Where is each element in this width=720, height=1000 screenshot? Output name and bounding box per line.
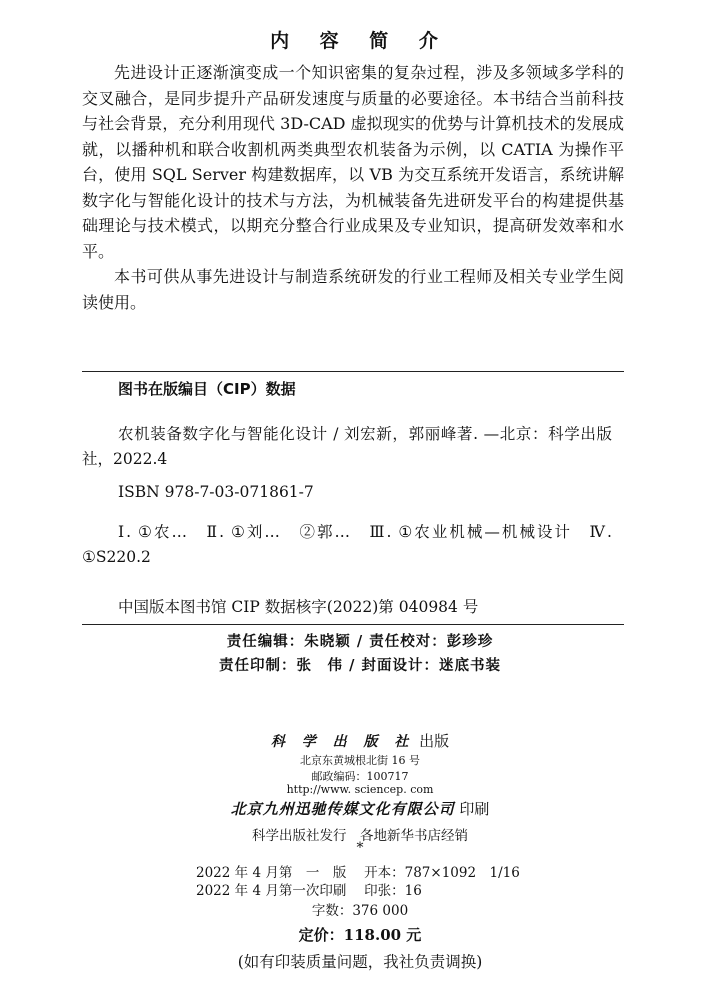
cip-record: 中国版本图书馆 CIP 数据核字(2022)第 040984 号 xyxy=(118,598,479,616)
publisher-suffix: 出版 xyxy=(419,732,450,750)
publisher-url: http://www. sciencep. com xyxy=(286,783,434,796)
cip-citation: 农机装备数字化与智能化设计 / 刘宏新，郭丽峰著. —北京：科学出版社，2022.4 xyxy=(82,425,612,468)
publisher-line xyxy=(0,730,720,751)
section-title: 内 容 简 介 xyxy=(270,30,450,52)
intro-paragraph-2: 本书可供从事先进设计与制造系统研发的行业工程师及相关专业学生阅读使用。 xyxy=(82,267,624,312)
cip-title: 图书在版编目（CIP）数据 xyxy=(118,380,296,398)
cip-classification: Ⅰ. ①农… Ⅱ. ①刘… ②郭… Ⅲ. ①农业机械—机械设计 Ⅳ. ①S220.2 xyxy=(82,523,612,566)
cip-top-rule xyxy=(82,371,624,372)
printer-suffix: 印刷 xyxy=(459,800,490,818)
separator-star: * xyxy=(356,840,364,856)
intro-paragraph-1: 先进设计正逐渐演变成一个知识密集的复杂过程，涉及多领域多学科的交叉融合，是同步提升产品研发速度与质量的必要途径。本书结合当前科技与社会背景，充分利用现代 3D-CAD 虚拟现实的优势与计算机技术的发展成就，以播种机和联合收割机两类典型农机装备为示例，以 CATIA 为操作平台，使用 SQL Server 构建数据库，以 VB 为交互系统开发语言，系统讲解数字化与智能化设计的技术与方法，为机械装备先进研发平台的构建提供基础理论与技术模式，以期充分整合行业成果及专业知识，提高研发效率和水平。 xyxy=(82,63,624,261)
quality-notice: (如有印装质量问题，我社负责调换) xyxy=(237,953,483,971)
staff-line-2: 责任印制：张 伟 / 封面设计：迷底书装 xyxy=(219,657,501,674)
publisher-name: 科 学 出 版 社 xyxy=(270,734,415,750)
edition-line: 2022 年 4 月第 一 版 开本：787×1092 1/16 xyxy=(196,865,520,881)
staff-line-1: 责任编辑：朱晓颖 / 责任校对：彭珍珍 xyxy=(226,633,494,650)
cip-bottom-rule xyxy=(82,624,624,625)
printing-line: 2022 年 4 月第一次印刷 印张：16 xyxy=(196,883,422,899)
printer-line xyxy=(0,798,720,819)
publisher-address: 北京东黄城根北街 16 号 xyxy=(300,754,420,767)
cip-isbn: ISBN 978-7-03-071861-7 xyxy=(118,483,314,501)
publisher-postcode: 邮政编码：100717 xyxy=(311,770,409,783)
distribution-line: 科学出版社发行 各地新华书店经销 xyxy=(252,828,468,844)
word-count: 字数：376 000 xyxy=(311,903,409,919)
price: 定价：118.00 元 xyxy=(298,926,422,944)
printer-name: 北京九州迅驰传媒文化有限公司 xyxy=(230,800,455,818)
